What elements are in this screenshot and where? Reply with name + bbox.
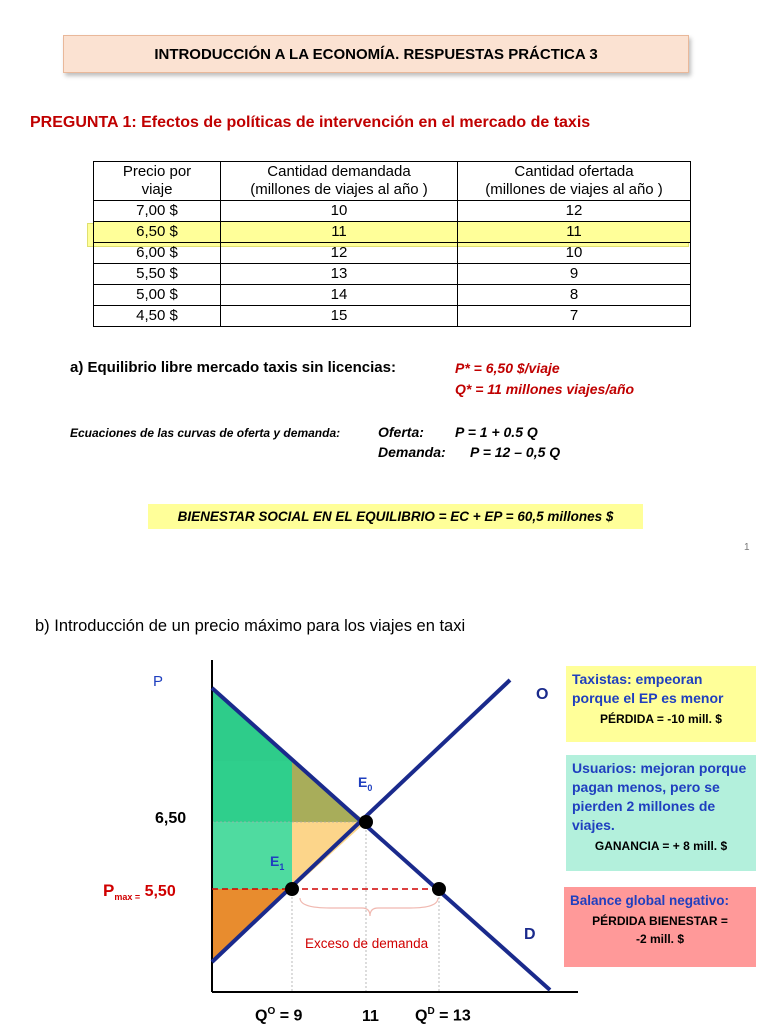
page-title: INTRODUCCIÓN A LA ECONOMÍA. RESPUESTAS PRÁCTICA 3 (63, 35, 689, 73)
lost-producer-area (292, 822, 366, 889)
p-axis-label: P (153, 673, 164, 690)
table-row: 6,00 $ 12 10 (94, 243, 691, 264)
header-price: Precio por viaje (94, 162, 221, 201)
table-header-row (94, 162, 691, 201)
taxistas-head: Taxistas: empeoran porque el EP es menor (572, 671, 724, 706)
header-supply: Cantidad ofertada (millones de viajes al año ) (458, 162, 691, 201)
q-eq-label: 11 (362, 1008, 379, 1025)
part-a-label: a) Equilibrio libre mercado taxis sin licencias: (70, 359, 396, 376)
table-row: 5,50 $ 13 9 (94, 264, 691, 285)
excess-demand-label: Exceso de demanda (305, 936, 429, 951)
supply-curve-label: O (536, 686, 549, 703)
balance-loss-value: -2 mill. $ (635, 932, 685, 946)
demand-label: Demanda: (378, 444, 446, 460)
part-b-title: b) Introducción de un precio máximo para los viajes en taxi (35, 617, 466, 635)
table-row: 5,00 $ 14 8 (94, 285, 691, 306)
supply-label: Oferta: (378, 424, 424, 440)
equilibrium-point-e0 (359, 815, 373, 829)
qo-label: $Q^O = 9$ (255, 1006, 303, 1025)
supply-equation: P = 1 + 0.5 Q (455, 424, 538, 440)
demand-curve-label: D (524, 926, 536, 943)
question-1-title: PREGUNTA 1: Efectos de políticas de intervención en el mercado de taxis (30, 114, 591, 131)
taxistas-loss: PÉRDIDA = -10 mill. $ (600, 712, 722, 726)
equilibrium-quantity: Q* = 11 millones viajes/año (455, 381, 635, 397)
social-welfare-banner: BIENESTAR SOCIAL EN EL EQUILIBRIO = EC + EP = 60,5 millones $ (148, 504, 643, 529)
equilibrium-price-label: 6,50 (155, 810, 187, 827)
equations-label: Ecuaciones de las curvas de oferta y demanda: (70, 426, 341, 440)
point-e1 (285, 882, 299, 896)
header-demand: Cantidad demandada (millones de viajes al año ) (221, 162, 458, 201)
taxistas-box (566, 666, 756, 742)
excess-demand-brace (300, 898, 438, 916)
table-row: 6,50 $ 11 11 (94, 222, 691, 243)
demand-equation: P = 12 – 0,5 Q (470, 444, 561, 460)
balance-loss-label: PÉRDIDA BIENESTAR = (592, 914, 728, 928)
usuarios-head: Usuarios: mejoran porque pagan menos, pero se pierden 2 millones de viajes. (572, 760, 747, 833)
usuarios-box (566, 755, 756, 871)
balance-head: Balance global negativo: (570, 893, 730, 908)
usuarios-gain: GANANCIA = + 8 mill. $ (594, 839, 728, 853)
table-row: 7,00 $ 10 12 (94, 201, 691, 222)
consumer-surplus-mid-area (212, 761, 292, 822)
supply-demand-table (93, 161, 691, 327)
equilibrium-price: P* = 6,50 $/viaje (455, 360, 560, 376)
point-qd (432, 882, 446, 896)
e1-label: $E_1$ (270, 853, 285, 872)
balance-box (564, 887, 756, 967)
e0-label: $E_0$ (358, 774, 373, 793)
page-number: 1 (744, 542, 750, 553)
price-max-label: $P_{max =}$ 5,50 (103, 881, 176, 903)
table-row: 4,50 $ 15 7 (94, 306, 691, 327)
qd-label: $Q^D = 13$ (415, 1006, 471, 1025)
